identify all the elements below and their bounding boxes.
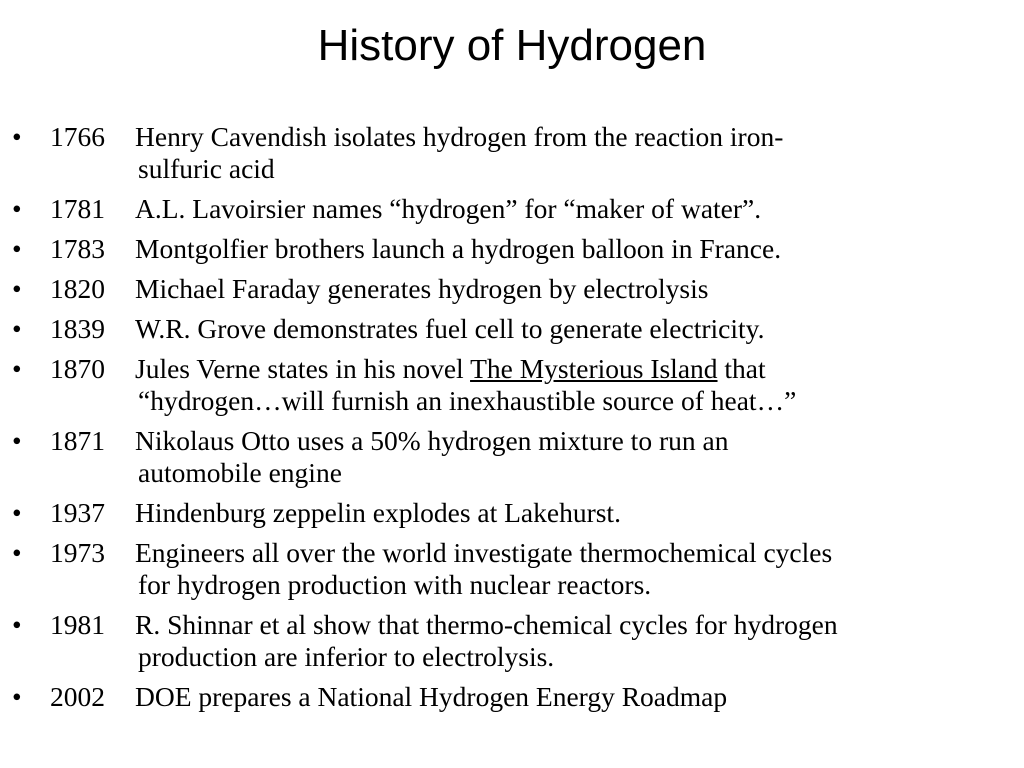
event-text: R. Shinnar et al show that thermo-chemical cycles for hydrogen	[135, 609, 838, 640]
event-text: Henry Cavendish isolates hydrogen from the reaction iron-	[135, 121, 784, 152]
event-year: 1981	[50, 609, 105, 640]
timeline-item-2002	[0, 681, 1024, 713]
bullet-icon: •	[12, 121, 22, 152]
bullet-icon: •	[12, 193, 22, 224]
event-text-continuation: automobile engine	[138, 457, 342, 488]
bullet-icon: •	[12, 273, 22, 304]
bullet-icon: •	[12, 497, 22, 528]
timeline-item-1820	[0, 273, 1024, 305]
event-year: 2002	[50, 681, 105, 712]
timeline-item-1766	[0, 121, 1024, 185]
bullet-icon: •	[12, 233, 22, 264]
event-text-continuation: “hydrogen…will furnish an inexhaustible source of heat…”	[138, 385, 797, 416]
event-year: 1839	[50, 313, 105, 344]
event-text: Engineers all over the world investigate thermochemical cycles	[135, 537, 833, 568]
event-year: 1820	[50, 273, 105, 304]
bullet-icon: •	[12, 425, 22, 456]
event-text: Michael Faraday generates hydrogen by electrolysis	[135, 273, 709, 304]
event-text: W.R. Grove demonstrates fuel cell to generate electricity.	[135, 313, 765, 344]
bullet-icon: •	[12, 313, 22, 344]
event-text: DOE prepares a National Hydrogen Energy Roadmap	[135, 681, 728, 712]
event-year: 1973	[50, 537, 105, 568]
bullet-icon: •	[12, 681, 22, 712]
event-year: 1766	[50, 121, 105, 152]
timeline-item-1937	[0, 497, 1024, 529]
event-text: Jules Verne states in his novel	[135, 353, 471, 384]
timeline-item-1871	[0, 425, 1024, 489]
timeline-item-1781	[0, 193, 1024, 225]
timeline-list	[0, 121, 1024, 721]
bullet-icon: •	[12, 537, 22, 568]
timeline-item-1981	[0, 609, 1024, 673]
event-text: Montgolfier brothers launch a hydrogen balloon in France.	[135, 233, 782, 264]
event-text-continuation: production are inferior to electrolysis.	[138, 641, 555, 672]
bullet-icon: •	[12, 353, 22, 384]
event-text: Nikolaus Otto uses a 50% hydrogen mixture to run an	[135, 425, 729, 456]
event-year: 1871	[50, 425, 105, 456]
event-year: 1781	[50, 193, 105, 224]
timeline-item-1783	[0, 233, 1024, 265]
event-text-after: that	[717, 353, 766, 384]
timeline-item-1973	[0, 537, 1024, 601]
novel-title: The Mysterious Island	[470, 353, 718, 384]
bullet-icon: •	[12, 609, 22, 640]
event-year: 1937	[50, 497, 105, 528]
event-text-continuation: for hydrogen production with nuclear reactors.	[138, 569, 652, 600]
timeline-item-1870	[0, 353, 1024, 417]
event-text: A.L. Lavoirsier names “hydrogen” for “maker of water”.	[135, 193, 762, 224]
timeline-item-1839	[0, 313, 1024, 345]
event-text-continuation: sulfuric acid	[138, 153, 275, 184]
event-year: 1870	[50, 353, 105, 384]
event-text: Hindenburg zeppelin explodes at Lakehurst.	[135, 497, 621, 528]
event-year: 1783	[50, 233, 105, 264]
slide-title: History of Hydrogen	[317, 21, 707, 70]
